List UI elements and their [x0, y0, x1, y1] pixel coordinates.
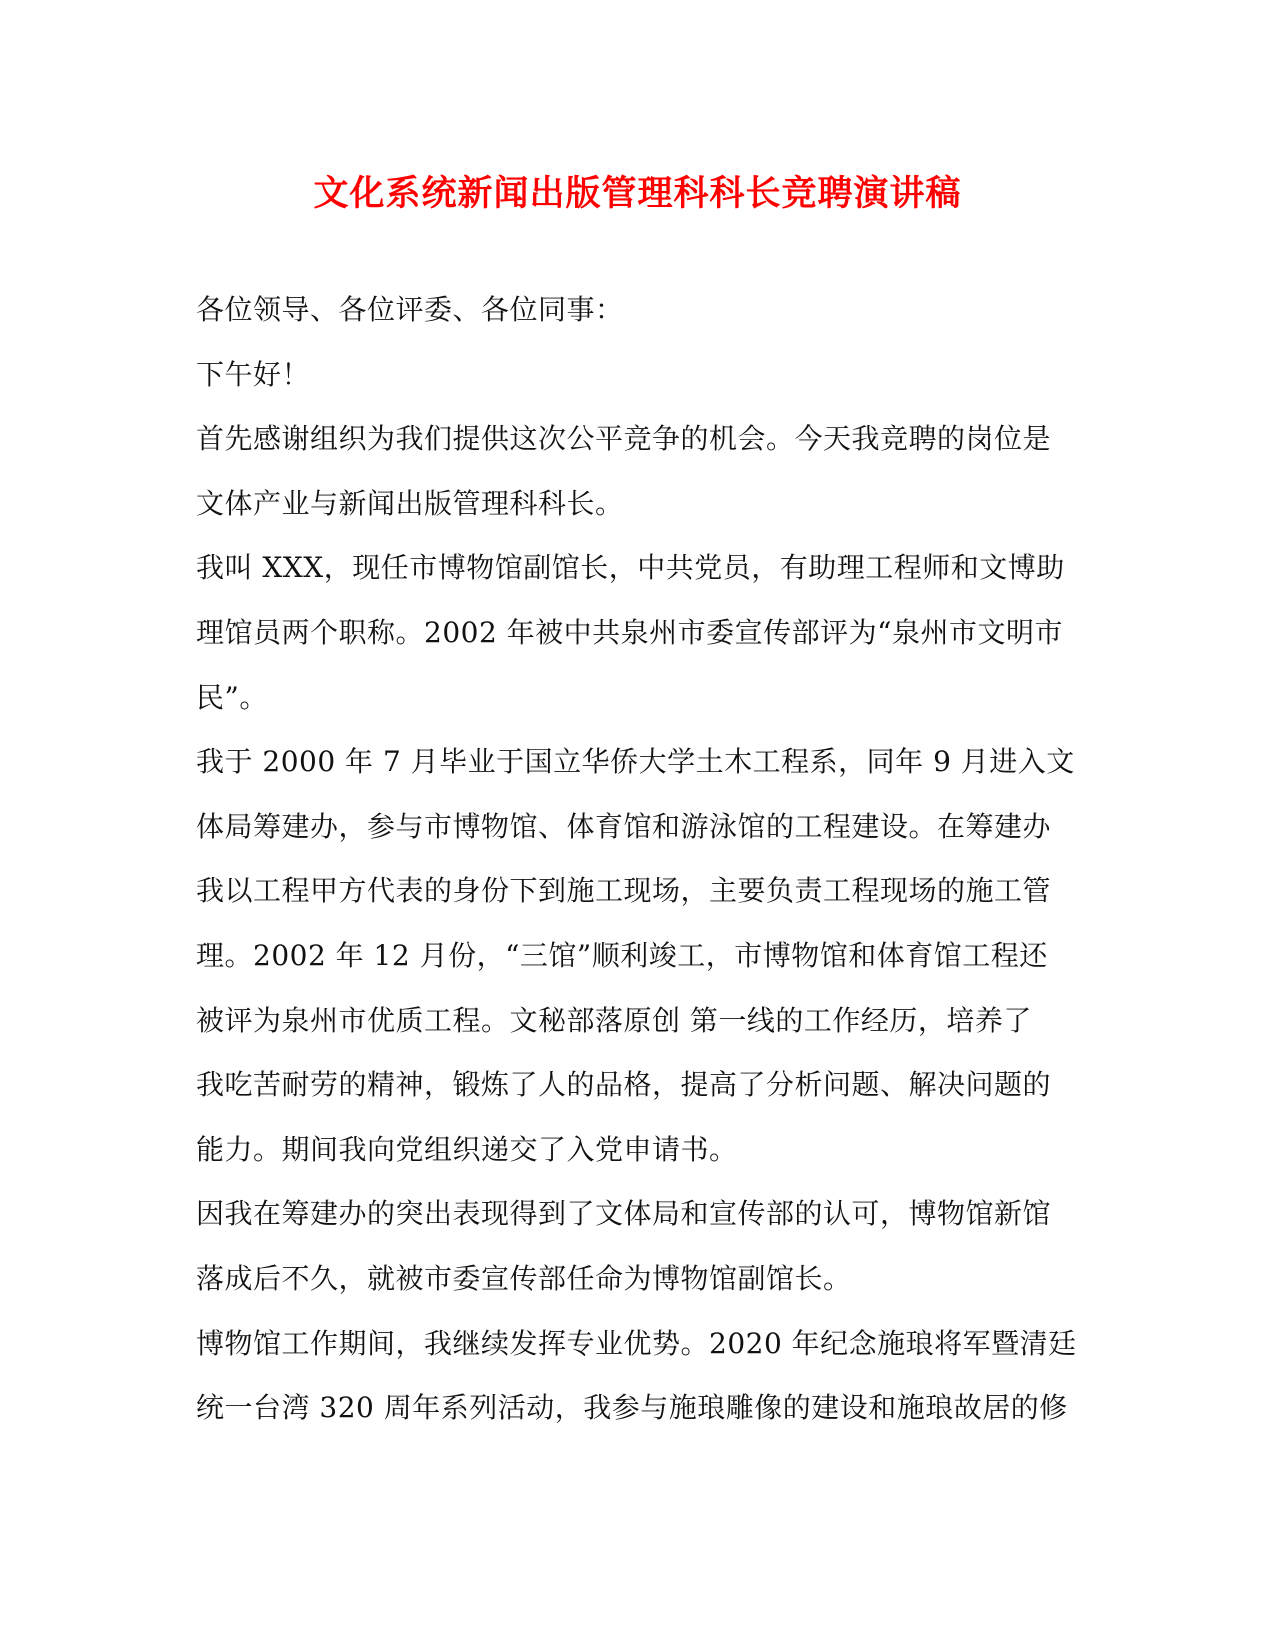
paragraph-line: 被评为泉州市优质工程。文秘部落原创 第一线的工作经历，培养了	[196, 1003, 1032, 1037]
paragraph-line: 能力。期间我向党组织递交了入党申请书。	[196, 1132, 738, 1166]
paragraph-line: 体局筹建办，参与市博物馆、体育馆和游泳馆的工程建设。在筹建办	[196, 809, 1052, 843]
paragraph-line: 理馆员两个职称。2002 年被中共泉州市委宣传部评为“泉州市文明市	[196, 615, 1063, 649]
paragraph-line: 我吃苦耐劳的精神，锻炼了人的品格，提高了分析问题、解决问题的	[196, 1068, 1052, 1102]
paragraph	[196, 536, 1096, 730]
paragraph	[196, 730, 1096, 1182]
paragraph	[196, 278, 1096, 343]
paragraph	[196, 407, 1096, 536]
paragraph-line: 首先感谢组织为我们提供这次公平竞争的机会。今天我竞聘的岗位是	[196, 422, 1052, 456]
paragraph-line: 民”。	[196, 680, 268, 714]
paragraph-line: 下午好！	[196, 357, 311, 391]
paragraph	[196, 343, 1096, 408]
paragraph-line: 我叫 XXX，现任市博物馆副馆长，中共党员，有助理工程师和文博助	[196, 551, 1065, 585]
document-title: 文化系统新闻出版管理科科长竞聘演讲稿	[313, 173, 962, 214]
paragraph	[196, 1182, 1096, 1311]
paragraph-line: 文体产业与新闻出版管理科科长。	[196, 486, 624, 520]
paragraph-line: 因我在筹建办的突出表现得到了文体局和宣传部的认可，博物馆新馆	[196, 1197, 1052, 1231]
paragraph-line: 统一台湾 320 周年系列活动，我参与施琅雕像的建设和施琅故居的修	[196, 1391, 1068, 1425]
paragraph-line: 我以工程甲方代表的身份下到施工现场，主要负责工程现场的施工管	[196, 874, 1052, 908]
paragraph-line: 博物馆工作期间，我继续发挥专业优势。2020 年纪念施琅将军暨清廷	[196, 1326, 1077, 1360]
paragraph-line: 我于 2000 年 7 月毕业于国立华侨大学土木工程系，同年 9 月进入文	[196, 745, 1075, 779]
paragraph	[196, 1312, 1096, 1441]
paragraph-line: 理。2002 年 12 月份，“三馆”顺利竣工，市博物馆和体育馆工程还	[196, 938, 1048, 972]
document-body	[196, 278, 1096, 1441]
paragraph-line: 各位领导、各位评委、各位同事：	[196, 293, 624, 326]
paragraph-line: 落成后不久，就被市委宣传部任命为博物馆副馆长。	[196, 1261, 852, 1295]
